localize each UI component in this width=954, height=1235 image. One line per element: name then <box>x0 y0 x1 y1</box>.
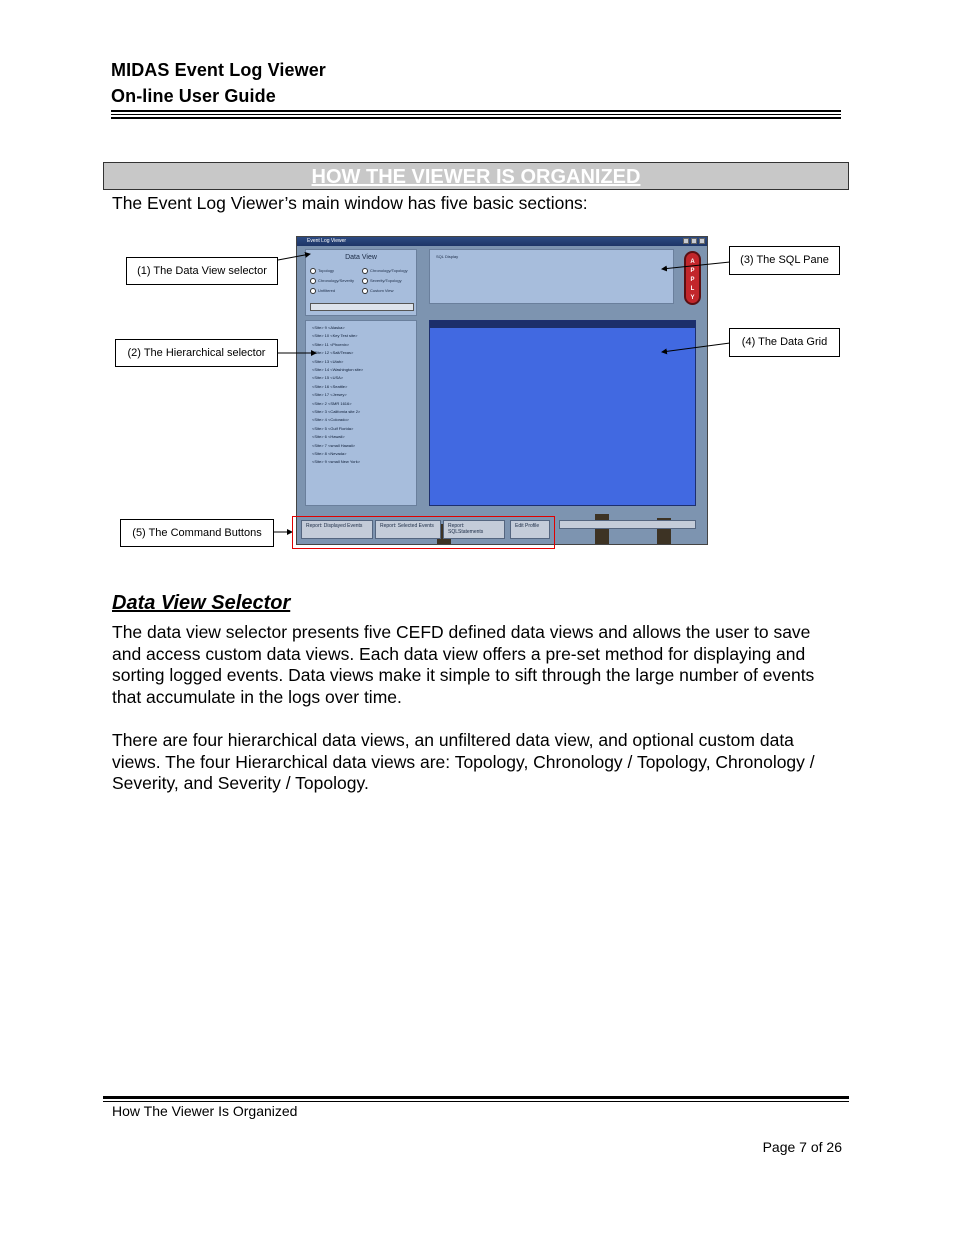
tree-item[interactable]: <Site> 3 <California site 2> <box>312 409 361 414</box>
tree-item[interactable]: <Site> 16 <Seattle> <box>312 383 348 389</box>
callout-data-view-selector: (1) The Data View selector <box>126 257 278 285</box>
tree-item[interactable]: <Site> 9 <Alaska> <box>312 325 345 330</box>
radio-chronology-topology[interactable]: Chronology/Topology <box>362 268 408 274</box>
arrow-data-view <box>278 254 310 260</box>
apply-button[interactable]: A P P L Y <box>684 251 701 305</box>
report-sql-statements-button[interactable]: Report: SQLStatements <box>443 520 505 539</box>
arrow-sql-pane <box>662 262 730 269</box>
paragraph-1: The data view selector presents five CEFD defined data views and allows the user to save and access custom data views. Each data view offers a pre-set method for displaying and sorting logged events. Data views make it simple to sift through the large number of events that accumulate in the logs over time. <box>112 622 815 707</box>
data-view-title: Data View <box>345 254 377 261</box>
tree-item[interactable]: <Site> 12 <Salt/Texas> <box>312 350 354 356</box>
tree-item[interactable]: <Site> 6 <Hawaii> <box>312 434 345 440</box>
callout-arrows <box>0 0 954 600</box>
report-selected-events-button[interactable]: Report: Selected Events <box>375 520 441 539</box>
document-title: MIDAS Event Log Viewer <box>111 60 326 80</box>
edit-profile-button[interactable]: Edit Profile <box>510 520 550 539</box>
tree-item[interactable]: <Site> 15 <USA> <box>312 375 344 381</box>
tree-item[interactable]: <Site> 10 <Key Test site> <box>312 333 358 339</box>
sql-label: SQL Display <box>436 254 459 259</box>
page-number: Page 7 of 26 <box>762 1139 842 1155</box>
radio-custom-view[interactable]: Custom View <box>362 288 394 294</box>
arrow-data-grid <box>662 343 730 352</box>
radio-severity-topology[interactable]: Severity/Topology <box>362 278 402 284</box>
paragraph-2: There are four hierarchical data views, an unfiltered data view, and optional custom data views. The four Hierarchical data views are: Topology, Chronology / Topology, Chronology / Severity, and Severity / Topology. <box>112 730 815 793</box>
subsection-title: Data View Selector <box>112 592 291 614</box>
tree-item[interactable]: <Site> 8 <Nevada> <box>312 451 347 456</box>
callout-sql-pane: (3) The SQL Pane <box>729 246 840 275</box>
callout-data-grid: (4) The Data Grid <box>729 328 840 357</box>
radio-topology[interactable]: Topology <box>310 268 334 274</box>
intro-text: The Event Log Viewer’s main window has five basic sections: <box>112 193 588 213</box>
command-buttons-highlight <box>292 516 555 549</box>
tree-item[interactable]: <Site> 5 <Gulf Florida> <box>312 425 354 431</box>
footer-rule-1 <box>103 1096 849 1099</box>
tree-item[interactable]: <Site> 13 <Utah> <box>312 358 344 364</box>
tree-item[interactable]: <Site> 17 <Jersey> <box>312 392 347 398</box>
callout-command-buttons: (5) The Command Buttons <box>120 519 274 547</box>
tree-item[interactable]: <Site> 7 <small Hawaii> <box>312 442 356 448</box>
tree-item[interactable]: <Site> 9 <small New York> <box>312 459 361 465</box>
report-displayed-events-button[interactable]: Report: Displayed Events <box>301 520 373 539</box>
window-title: Event Log Viewer <box>307 238 347 244</box>
footer-rule-2 <box>103 1101 849 1102</box>
radio-chronology-severity[interactable]: Chronology/Severity <box>310 278 354 284</box>
tree-item[interactable]: <Site> 14 <Washington site> <box>312 367 364 372</box>
tree-item[interactable]: <Site> 11 <Phoenix> <box>312 341 350 347</box>
tree-item[interactable]: <Site> 2 <SMR 1616> <box>312 400 352 406</box>
footer-section-name: How The Viewer Is Organized <box>112 1103 298 1119</box>
section-banner-text: HOW THE VIEWER IS ORGANIZED <box>311 166 641 188</box>
radio-unfiltered[interactable]: Unfiltered <box>310 288 335 294</box>
callout-hierarchical-selector: (2) The Hierarchical selector <box>115 339 278 367</box>
document-subtitle: On-line User Guide <box>111 86 276 106</box>
tree-item[interactable]: <Site> 4 <Colorado> <box>312 417 349 423</box>
